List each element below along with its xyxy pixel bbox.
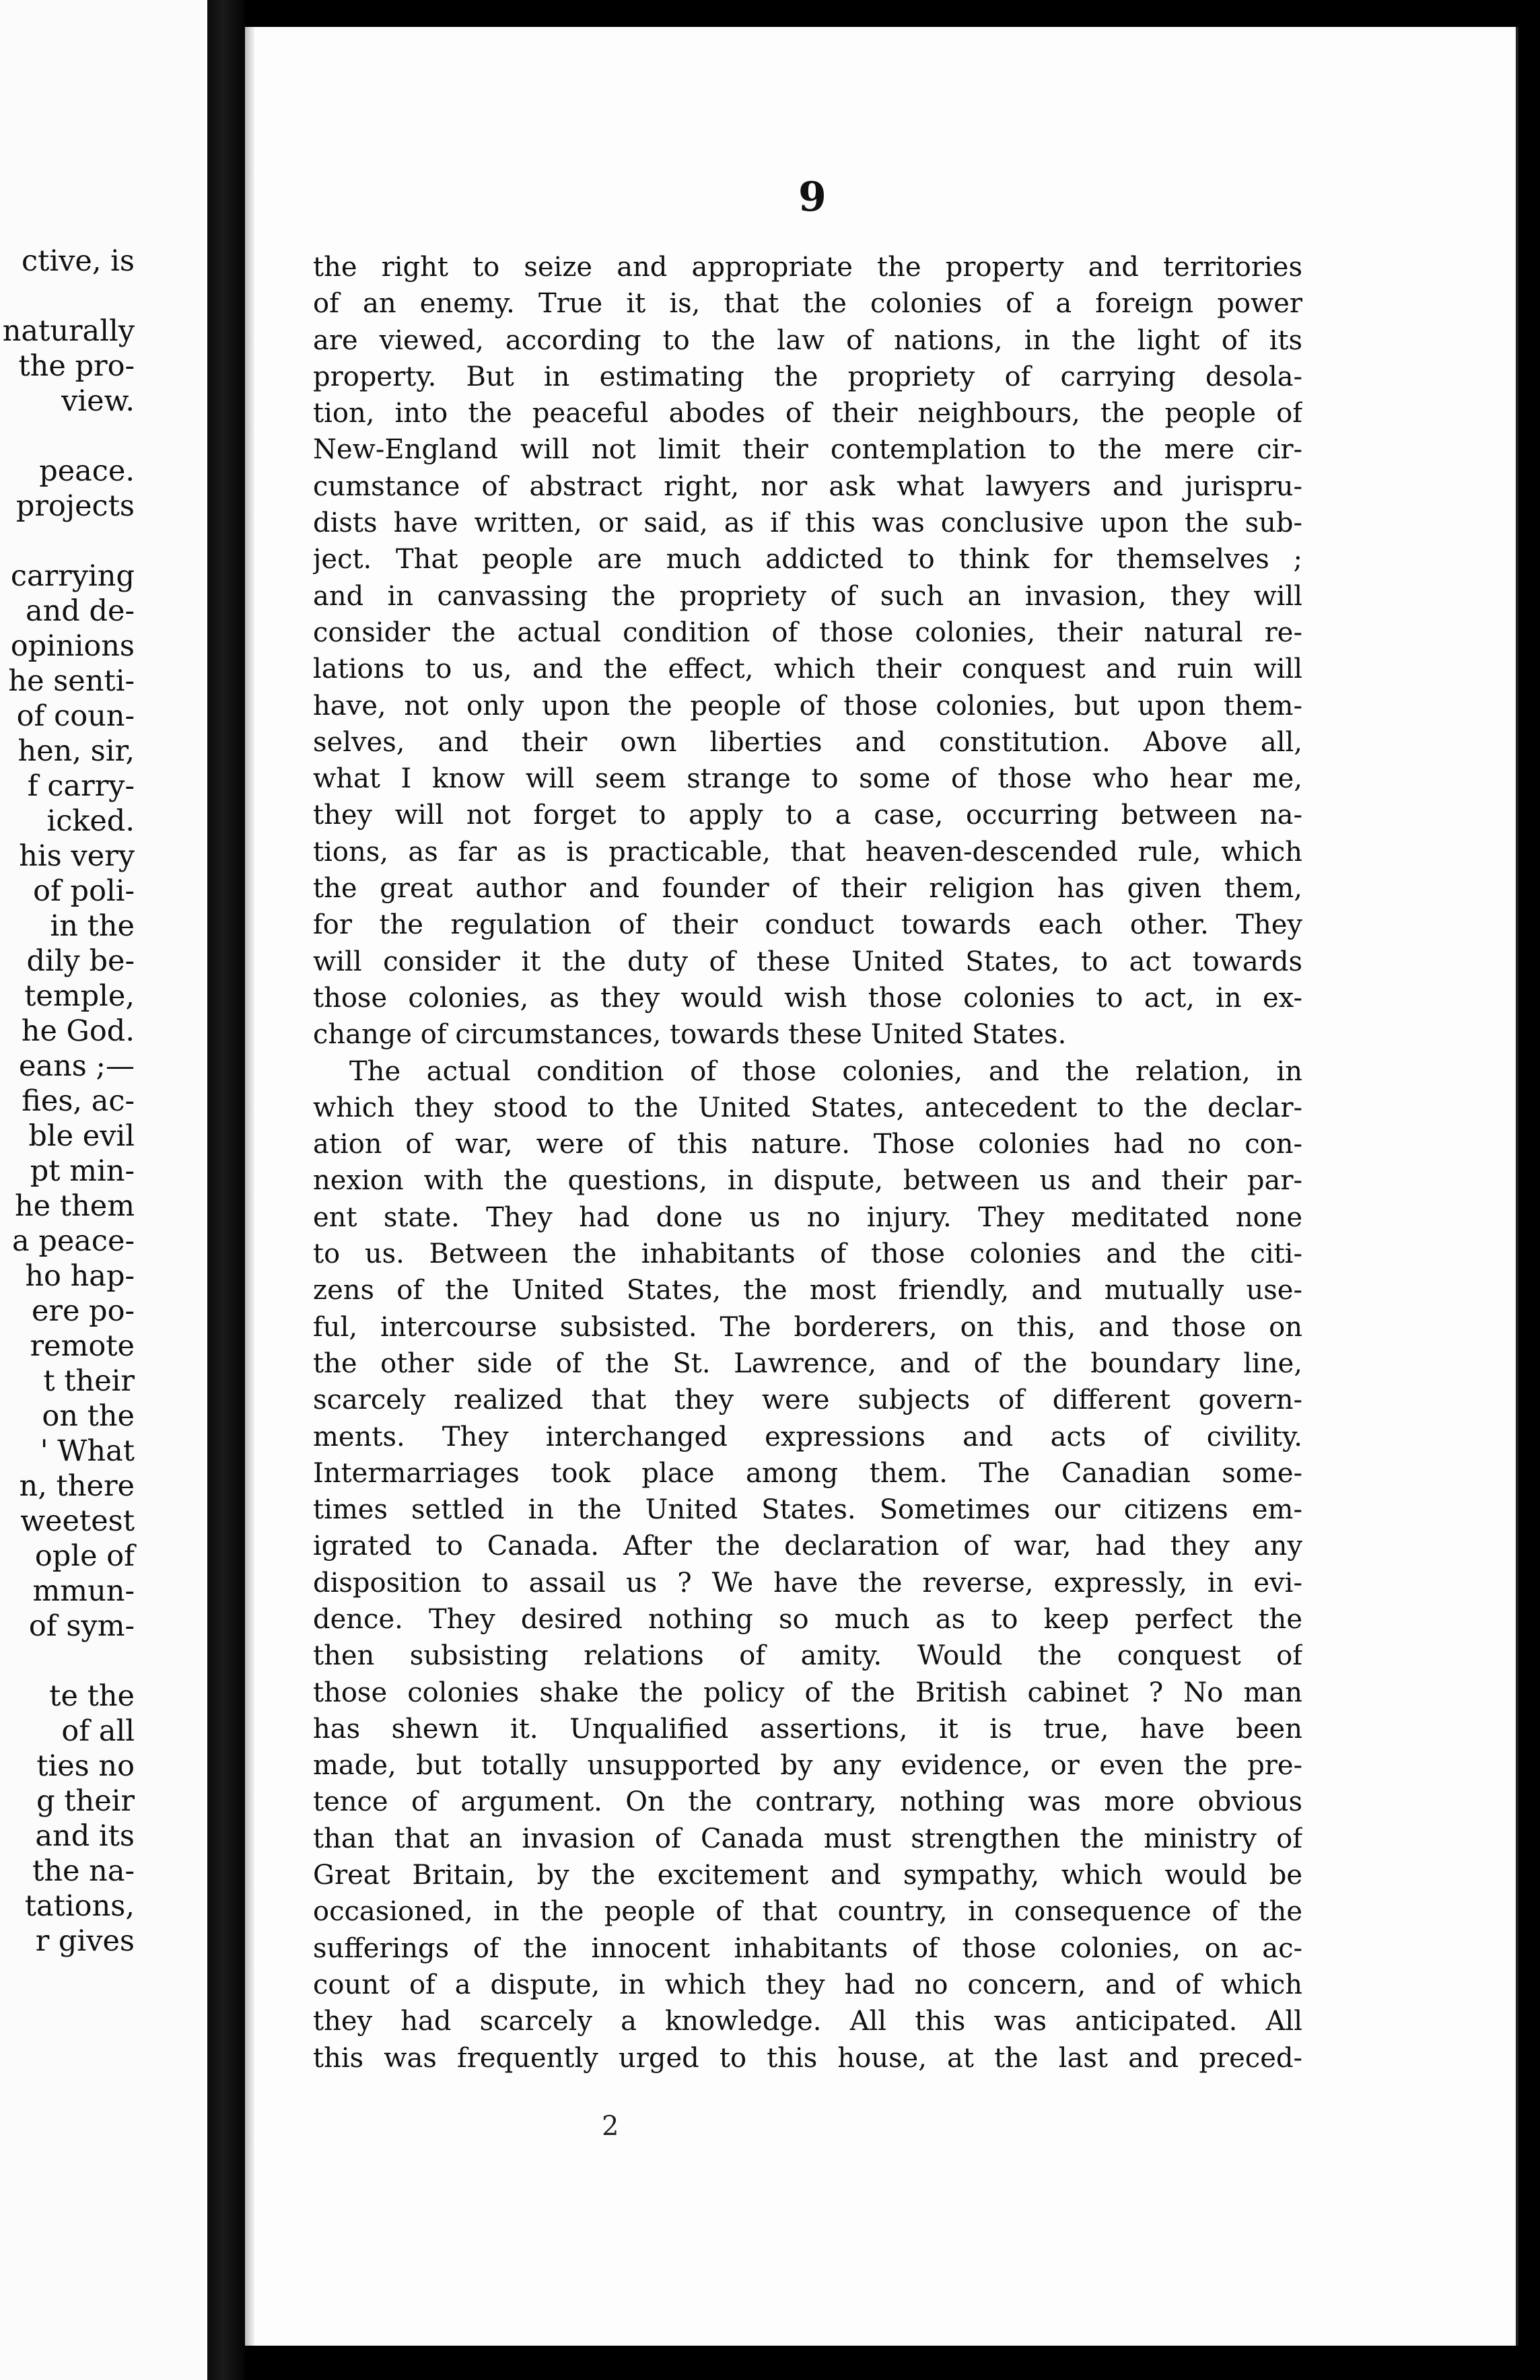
text-line: ments. They interchanged expressions and acts of civility. <box>313 1421 1302 1452</box>
left-page-line: weetest <box>20 1504 135 1538</box>
book-gutter <box>207 0 245 2380</box>
left-page-line: he them <box>14 1189 135 1223</box>
right-page <box>245 27 1518 2346</box>
text-line: tence of argument. On the contrary, nothing was more obvious <box>313 1786 1302 1818</box>
left-page-line: view. <box>61 384 135 418</box>
text-line: they had scarcely a knowledge. All this was anticipated. All <box>313 2006 1302 2037</box>
text-line: Intermarriages took place among them. The Canadian some- <box>313 1457 1302 1489</box>
left-page-line: of sym- <box>28 1609 135 1643</box>
text-line: to us. Between the inhabitants of those colonies and the citi- <box>313 1238 1302 1270</box>
text-line: times settled in the United States. Sometimes our citizens em- <box>313 1494 1302 1526</box>
page-number: 9 <box>798 174 827 221</box>
left-page-line: ' What <box>40 1434 135 1468</box>
left-page-line: projects <box>15 489 135 523</box>
text-line: are viewed, according to the law of nations, in the light of its <box>313 324 1302 356</box>
text-line: those colonies shake the policy of the British cabinet ? No man <box>313 1677 1302 1708</box>
left-page-line: te the <box>49 1679 135 1713</box>
left-page-line: a peace- <box>12 1224 135 1258</box>
left-page-line: he senti- <box>8 664 135 698</box>
text-line: change of circumstances, towards these United States. <box>313 1019 1067 1051</box>
left-page-line: he God. <box>21 1014 135 1048</box>
text-line: selves, and their own liberties and constitution. Above all, <box>313 726 1302 758</box>
text-line: tion, into the peaceful abodes of their neighbours, the people of <box>313 398 1302 429</box>
text-line: igrated to Canada. After the declaration of war, had they any <box>313 1531 1302 1562</box>
left-page-line: the na- <box>32 1854 135 1888</box>
left-page-line: opinions <box>10 629 135 663</box>
left-page-line: icked. <box>46 804 135 838</box>
text-line: property. But in estimating the propriety of carrying desola- <box>313 361 1302 392</box>
left-page-line: on the <box>42 1399 135 1433</box>
left-page-line: ties no <box>36 1749 135 1783</box>
left-page-line: in the <box>50 909 135 943</box>
left-page-line: r gives <box>35 1924 135 1958</box>
left-page-line: his very <box>19 839 135 873</box>
left-page-line: the pro- <box>18 349 135 383</box>
text-line: the other side of the St. Lawrence, and of the boundary line, <box>313 1348 1302 1379</box>
text-line: dence. They desired nothing so much as to keep perfect the <box>313 1603 1302 1635</box>
text-line: dists have written, or said, as if this was conclusive upon the sub- <box>313 508 1302 539</box>
text-line: The actual condition of those colonies, and the relation, in <box>349 1055 1302 1087</box>
text-line: have, not only upon the people of those colonies, but upon them- <box>313 690 1302 722</box>
text-line: disposition to assail us ? We have the reverse, expressly, in evi- <box>313 1567 1302 1599</box>
text-line: has shewn it. Unqualified assertions, it is true, have been <box>313 1713 1302 1745</box>
text-line: sufferings of the innocent inhabitants of those colonies, on ac- <box>313 1932 1302 1964</box>
text-line: what I know will seem strange to some of those who hear me, <box>313 763 1302 795</box>
left-page-line: naturally <box>2 314 135 348</box>
text-line: will consider it the duty of these United States, to act towards <box>313 946 1302 977</box>
left-page-line: tations, <box>24 1889 135 1923</box>
text-line: they will not forget to apply to a case, occurring between na- <box>313 800 1302 831</box>
text-line: the great author and founder of their religion has given them, <box>313 873 1302 905</box>
left-page-line: n, there <box>19 1469 135 1503</box>
left-page-line: remote <box>30 1329 135 1363</box>
text-line: consider the actual condition of those colonies, their natural re- <box>313 617 1302 648</box>
text-line: ful, intercourse subsisted. The borderers, on this, and those on <box>313 1311 1302 1343</box>
signature-mark: 2 <box>602 2111 619 2142</box>
left-page-line: dily be- <box>26 944 135 978</box>
text-line: ation of war, were of this nature. Those colonies had no con- <box>313 1129 1302 1160</box>
text-line: count of a dispute, in which they had no concern, and of which <box>313 1969 1302 2000</box>
left-page-line: pt min- <box>30 1154 135 1188</box>
text-line: and in canvassing the propriety of such an invasion, they will <box>313 580 1302 612</box>
text-line: this was frequently urged to this house, at the last and preced- <box>313 2042 1302 2074</box>
text-line: occasioned, in the people of that country, in consequence of the <box>313 1896 1302 1928</box>
text-line: for the regulation of their conduct towards each other. They <box>313 909 1302 941</box>
left-page-line: of coun- <box>16 699 135 733</box>
text-line: New-England will not limit their contemplation to the mere cir- <box>313 434 1302 466</box>
left-page-line: eans ;— <box>19 1049 135 1083</box>
left-page-line: fies, ac- <box>22 1084 135 1118</box>
text-line: cumstance of abstract right, nor ask what lawyers and jurispru- <box>313 470 1302 502</box>
text-line: then subsisting relations of amity. Would the conquest of <box>313 1640 1302 1672</box>
left-page-line: t their <box>43 1364 135 1398</box>
text-line: nexion with the questions, in dispute, between us and their par- <box>313 1165 1302 1197</box>
left-page-line: g their <box>36 1784 135 1818</box>
text-line: lations to us, and the effect, which their conquest and ruin will <box>313 654 1302 685</box>
text-line: tions, as far as is practicable, that heaven-descended rule, which <box>313 836 1302 868</box>
left-page-line: ople of <box>34 1539 135 1573</box>
text-line: than that an invasion of Canada must strengthen the ministry of <box>313 1823 1302 1854</box>
text-line: those colonies, as they would wish those colonies to act, in ex- <box>313 982 1302 1014</box>
left-page-line: hen, sir, <box>18 734 135 768</box>
left-page-line: of poli- <box>33 874 135 908</box>
left-page <box>0 0 207 2380</box>
text-line: ject. That people are much addicted to think for themselves ; <box>313 544 1302 575</box>
left-page-line: mmun- <box>32 1574 135 1608</box>
left-page-line: ble evil <box>28 1119 135 1153</box>
left-page-line: carrying <box>10 559 135 593</box>
left-page-line: and its <box>35 1819 135 1853</box>
body-text <box>313 249 1302 2076</box>
text-line: of an enemy. True it is, that the colonies of a foreign power <box>313 288 1302 320</box>
text-line: made, but totally unsupported by any evidence, or even the pre- <box>313 1750 1302 1782</box>
text-line: zens of the United States, the most friendly, and mutually use- <box>313 1275 1302 1306</box>
text-line: the right to seize and appropriate the property and territories <box>313 252 1302 283</box>
left-page-line: ho hap- <box>25 1259 135 1293</box>
left-page-line: f carry- <box>27 769 135 803</box>
page-edge-shadow <box>245 27 254 2346</box>
left-page-line: peace. <box>39 454 135 488</box>
text-line: which they stood to the United States, antecedent to the declar- <box>313 1092 1302 1123</box>
text-line: scarcely realized that they were subjects of different govern- <box>313 1385 1302 1416</box>
left-page-line: ctive, is <box>21 244 135 278</box>
left-page-line: temple, <box>24 979 135 1013</box>
text-line: Great Britain, by the excitement and sympathy, which would be <box>313 1860 1302 1891</box>
left-page-line: and de- <box>25 594 135 628</box>
text-line: ent state. They had done us no injury. They meditated none <box>313 1201 1302 1233</box>
left-page-line: of all <box>61 1714 135 1748</box>
left-page-line: ere po- <box>31 1294 135 1328</box>
